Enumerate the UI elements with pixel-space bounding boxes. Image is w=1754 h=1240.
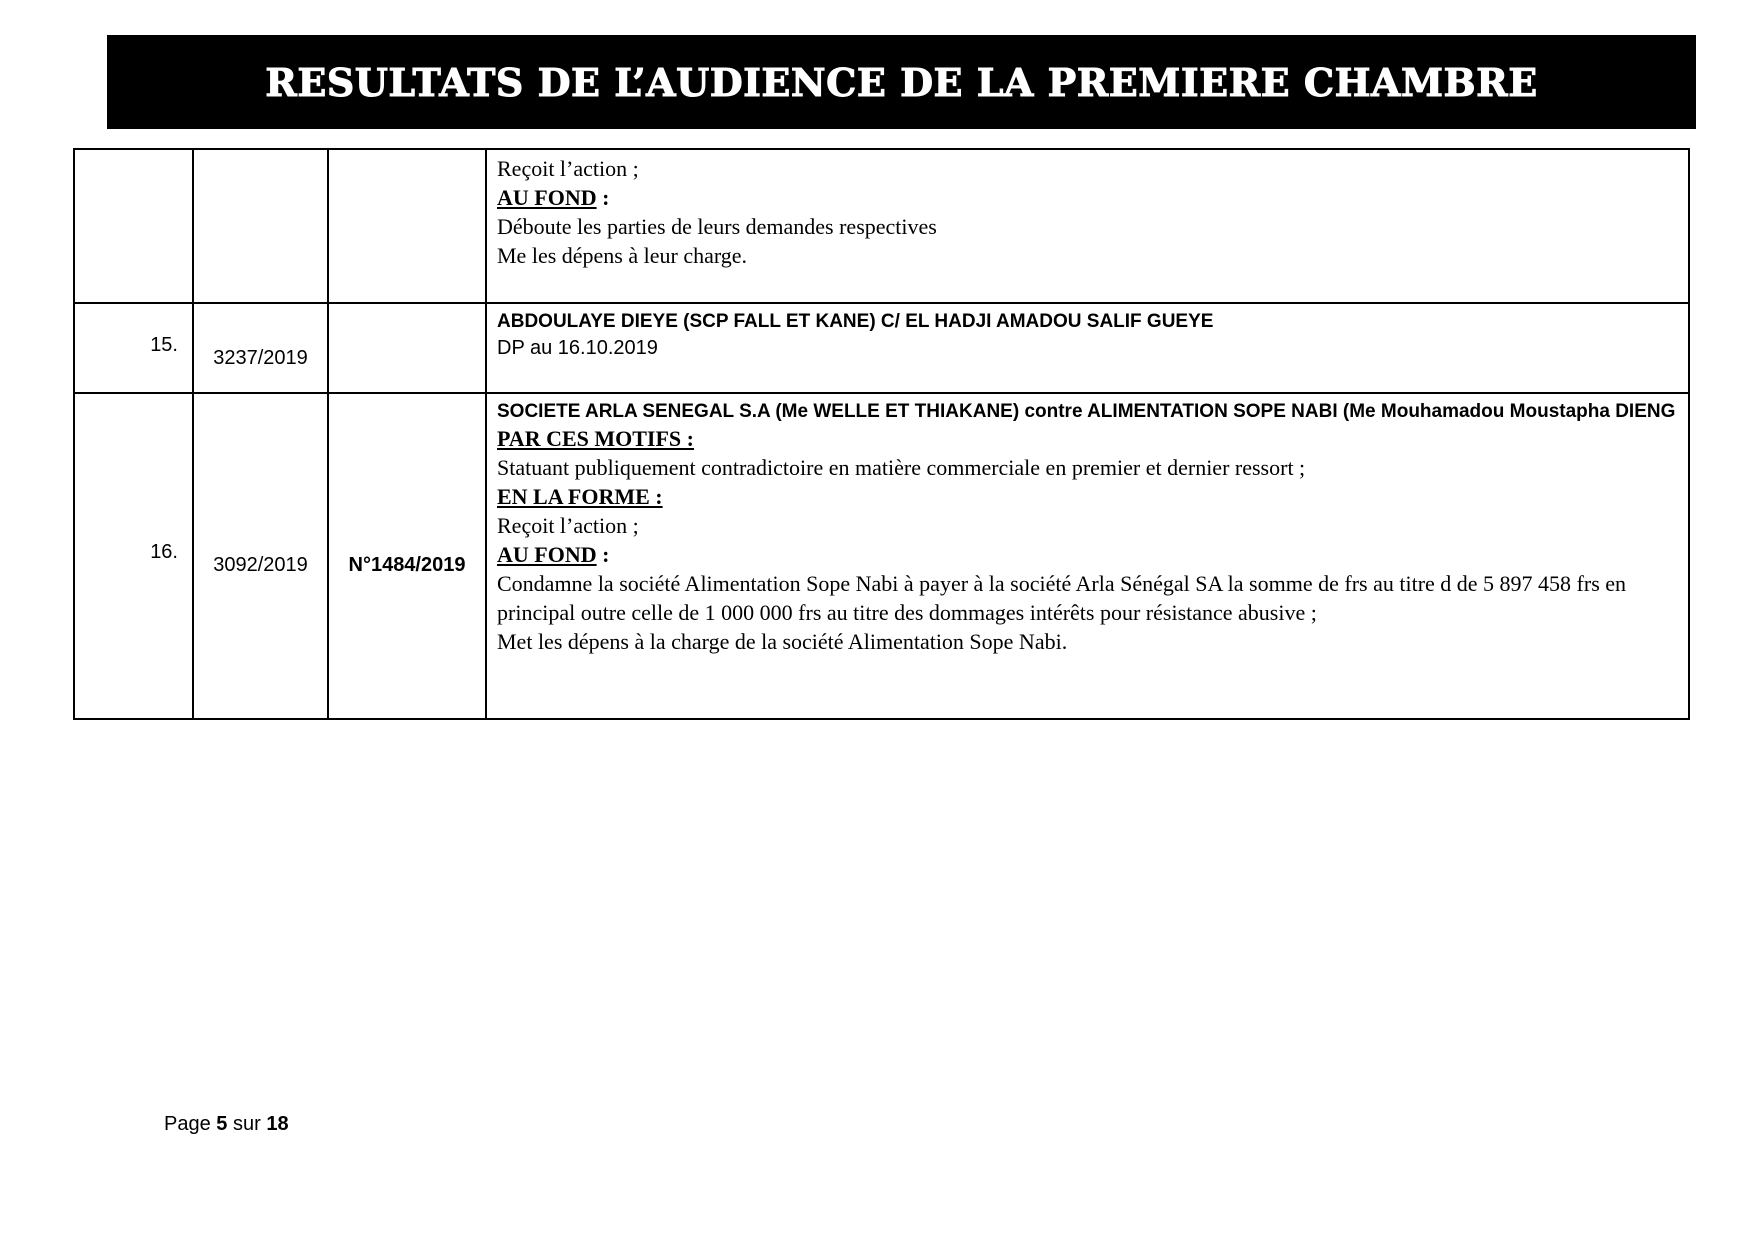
- deboute-line: Déboute les parties de leurs demandes respectives: [497, 214, 937, 239]
- table-row: [74, 149, 1689, 303]
- depens-line: Met les dépens à la charge de la société Alimentation Sope Nabi.: [497, 629, 1068, 654]
- page-current: 5: [216, 1113, 228, 1135]
- motifs-heading: PAR CES MOTIFS :: [497, 426, 694, 451]
- page-title: RESULTATS DE L’AUDIENCE DE LA PREMIERE CHAMBRE: [265, 59, 1538, 105]
- role-number-cell: 3092/2019: [193, 393, 328, 719]
- statuant-line: Statuant publiquement contradictoire en matière commerciale en premier et dernier ressort ;: [497, 455, 1306, 480]
- role-number-cell: [193, 149, 328, 303]
- case-number-cell: 15.: [74, 303, 193, 393]
- page-total: 18: [266, 1113, 289, 1135]
- decision-text-cell: [486, 303, 1689, 393]
- results-table: [73, 148, 1690, 720]
- au-fond-heading: AU FOND :: [497, 185, 610, 210]
- sur-label: sur: [232, 1113, 261, 1135]
- recoit-line: Reçoit l’action ;: [497, 513, 639, 538]
- page-footer: [164, 1113, 289, 1136]
- deliberation-note: DP au 16.10.2019: [497, 337, 658, 359]
- role-number-cell: 3237/2019: [193, 303, 328, 393]
- parties-line: SOCIETE ARLA SENEGAL S.A (Me WELLE ET THIAKANE) contre ALIMENTATION SOPE NABI (Me Mouhamadou Moustapha DIENG: [497, 401, 1676, 422]
- decision-number-cell: N°1484/2019: [328, 393, 486, 719]
- decision-number-cell: [328, 149, 486, 303]
- case-number-cell: 16.: [74, 393, 193, 719]
- condamne-line: Condamne la société Alimentation Sope Nabi à payer à la société Arla Sénégal SA la somme de frs au titre d de 5 897 458 frs en principal outre celle de 1 000 000 frs au titre des dommages intérêts pour résistance abusive ;: [497, 571, 1627, 625]
- depens-line: Me les dépens à leur charge.: [497, 243, 748, 268]
- recoit-line: Reçoit l’action ;: [497, 156, 639, 181]
- decision-text-cell: [486, 393, 1689, 719]
- decision-number-cell: [328, 303, 486, 393]
- au-fond-heading: AU FOND :: [497, 542, 610, 567]
- decision-text-cell: [486, 149, 1689, 303]
- forme-heading: EN LA FORME :: [497, 484, 663, 509]
- parties-line: ABDOULAYE DIEYE (SCP FALL ET KANE) C/ EL HADJI AMADOU SALIF GUEYE: [497, 311, 1214, 332]
- table-row: [74, 393, 1689, 719]
- page-label: Page: [164, 1113, 211, 1135]
- case-number-cell: [74, 149, 193, 303]
- table-row: [74, 303, 1689, 393]
- title-banner: [107, 35, 1696, 129]
